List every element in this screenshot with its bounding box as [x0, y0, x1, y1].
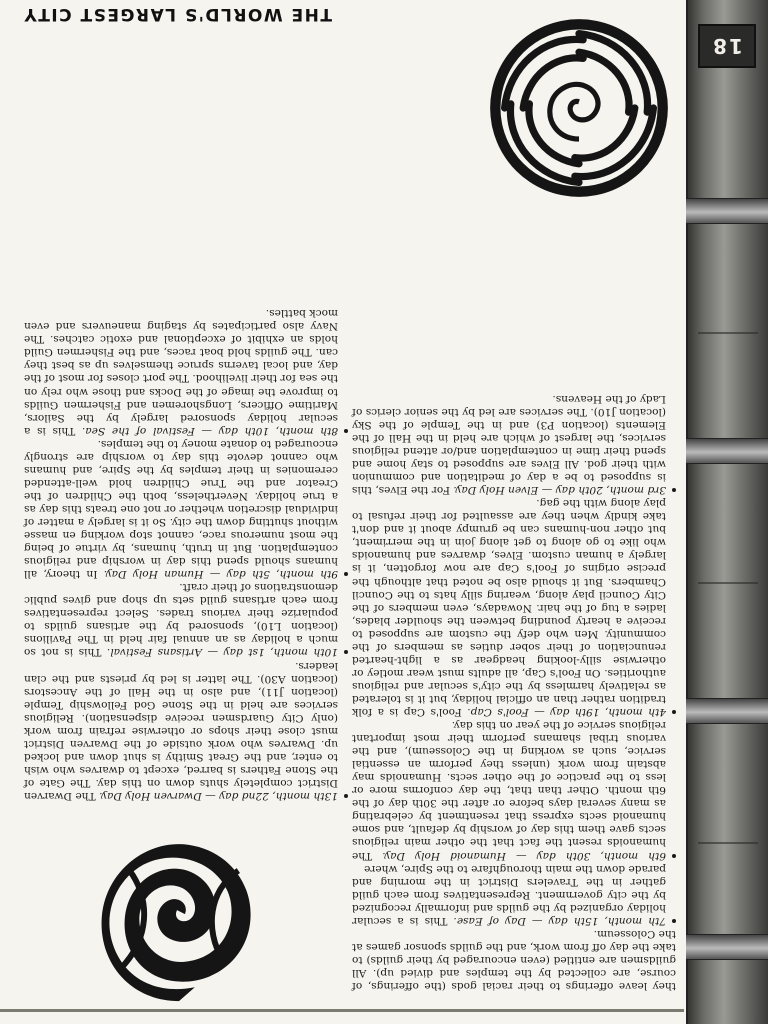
page-number: 18: [698, 24, 756, 68]
holiday-date: 10th month, 1st day — Artisans Festival.: [106, 646, 338, 659]
holiday-text: This is not so much a holiday as an annual fair held in The Pavilions (location L10), sponsored by the artisans guilds to popularize their various trades. Select representatives from each artisans guild sets up shop and gives public demonstrations of their craft.: [24, 581, 338, 659]
pillar-band: [686, 438, 768, 464]
holiday-text: In theory, all humans should spend this day in worship and religious contemplation. But in truth, humans, by virtue of being the most numerous race, cannot stop working en masse without shutting down the city. So it is largely a matter of individual discretion whether or not one treats this day as a true holiday. Nevertheless, both the Children of the Creator and the True Children hold well-attended ceremonies in their temples by the Spire, and humans who cannot devote this day to worship are strongly encouraged to donate money to the temples.: [24, 437, 338, 581]
holiday-text: This is a secular holiday sponsored largely by the Sailors, Maritime Officers, Longshoremen and Fishermen Guilds to improve the image of the Docks and those who rely on the sea for their livelihood. The port closes for most of the day, and local taverns spruce themselves up as best they can. The guilds hold boat races, and the Fishermen Guild holds an exhibit of exceptional and exotic catches. The Navy also participates by staging maneuvers and even mock battles.: [24, 307, 338, 437]
spiral-vortex-emblem-icon: [486, 14, 672, 202]
text-column-right: [24, 306, 348, 802]
pillar-crack: [698, 842, 758, 844]
pillar-crack: [698, 332, 758, 334]
holiday-date: 6th month, 30th day — Humanoid Holy Day.: [382, 849, 666, 862]
holiday-date: 4th month, 19th day — Fool's Cap.: [467, 706, 666, 719]
holiday-entry: [352, 718, 676, 862]
pillar-crack: [698, 582, 758, 584]
holiday-text: The humanoids resent the fact that the other main religious sects gave them this day of worship by default, and some humanoid sects express that resentment by celebrating as many several days before or after the 30th day of the 6th month. Other than that, the day conforms more or less to the practice of the other sects. Humanoids may abstain from work (unless they perform an essential service, such as working in the Colosseum), and the various tribal shamans perform their most important religious service of the year on this day.: [351, 719, 666, 862]
paragraph: they leave offerings to their racial gods (the offerings, of course, are collected by the temples and divied up). All guildsmen are entitled (even encouraged by their guilds) to take the day off from work, and the guilds sponsor games at the Colosseum.: [352, 927, 676, 992]
holiday-entry: [24, 437, 348, 581]
stone-pillar-border: [686, 0, 768, 1024]
holiday-entry: [352, 496, 676, 718]
holiday-date: 13th month, 22nd day — Dwarven Holy Day.: [99, 790, 338, 802]
running-head: THE WORLD'S LARGEST CITY: [22, 4, 332, 24]
holiday-entry: [24, 580, 348, 658]
holiday-entry: [352, 862, 676, 927]
holiday-entry: [352, 392, 676, 496]
holiday-text: The Dwarven District completely shuts down on this day. The Gate of the Stone Fathers is barred, except to dwarves who wish to enter, and the Great Smithy is shut down and locked up. Dwarves who work outside of the Dwarven District must close their shops or otherwise refrain from work (only City Guardsmen receive dispensation). Religious services are held in the Stone God Fellowship Temple (location J11), and also in the Hall of the Ancestors (location A30). The latter is led by priests and the clan leaders.: [24, 659, 338, 802]
holiday-text: Fool's Cap is a folk tradition rather than an official holiday, but it is tolerated as relatively harmless by the city's secular and religious authorities. On Fool's Cap, all adults must wear motley or otherwise silly-looking headgear as a light-hearted renunciation of their sober duties as members of the community. Men who defy the custom are supposed to receive a hearty pounding between the shoulder blades, ladies a tug of the hair. Nowadays, even members of the City Council play along, wearing silly hats to the Council Chambers. But it should also be noted that although the precise origins of Fool's Cap are now forgotten, it is largely a human custom. Elves, dwarves and humanoids who like to go along to get along join in the merriment, but other non-humans can be grumpy about it and don't take kindly when they are assaulted for their refusal to play along with the gag.: [352, 497, 666, 719]
holiday-entry: [24, 658, 348, 802]
holiday-text: This is a secular holiday organized by the guilds and informally recognized by the city government. Representatives from each guild gather in the Travelers District in the morning and parade down the main thoroughfare to the Spire, where: [352, 862, 666, 927]
holiday-entry: [24, 306, 348, 436]
holiday-text: For the Elves, this is supposed to be a day of meditation and communion with their god. All Elves are supposed to stay home and spend their time in contemplation and/or attend religious services, the largest of which are held in the Hall of the Elements (location P3) and in the Temple of the Sky (location J10). The services are led by the senior clerics of Lady of the Heavens.: [351, 392, 666, 497]
holiday-date: 8th month, 10th day — Festival of the Sea.: [81, 424, 338, 437]
pillar-band: [686, 698, 768, 724]
text-column-left: [352, 392, 676, 992]
holiday-date: 9th month, 5th day — Human Holy Day.: [103, 568, 338, 581]
holiday-date: 3rd month, 20th day — Elven Holy Day.: [453, 484, 666, 497]
pillar-band: [686, 934, 768, 960]
tribal-swirl-emblem-icon: [90, 830, 268, 1010]
holiday-date: 7th month, 15th day — Day of Ease.: [453, 914, 666, 927]
pillar-band: [686, 198, 768, 224]
